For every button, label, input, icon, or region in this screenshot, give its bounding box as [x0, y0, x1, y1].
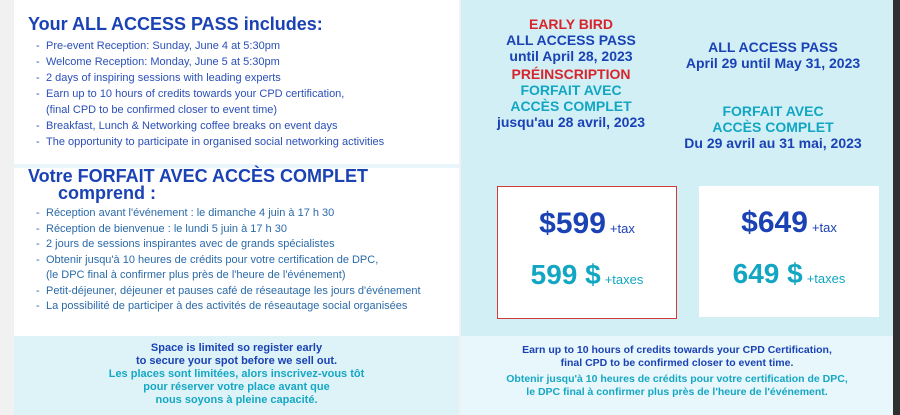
window-edge: [893, 0, 900, 415]
limited-space-english: Space is limited so register early to secure your spot before we sell out.: [135, 342, 338, 367]
includes-english-list: [14, 38, 459, 150]
cpd-notice: [461, 336, 893, 415]
tier-pass-name-fr: FORFAIT AVEC: [520, 82, 622, 98]
price-tax-fr: +taxes: [604, 272, 644, 287]
list-item: - 2 jours de sessions inspirantes avec de grands spécialistes: [36, 238, 335, 250]
list-item: - 2 days of inspiring sessions with leading experts: [36, 72, 281, 84]
early-bird-label: EARLY BIRD: [528, 16, 614, 32]
tier-dates: April 29 until May 31, 2023: [685, 55, 861, 71]
tier-pass-name: ALL ACCESS PASS: [506, 32, 636, 48]
list-item: - Breakfast, Lunch & Networking coffee breaks on event days: [36, 120, 338, 132]
list-item: - Obtenir jusqu'à 10 heures de crédits pour votre certification de DPC,: [36, 253, 379, 266]
list-item: - Pre-event Reception: Sunday, June 4 at 5:30pm: [36, 40, 280, 52]
list-item: - Réception avant l'événement : le dimanche 4 juin à 17 h 30: [36, 207, 335, 219]
regular-header: [683, 39, 863, 151]
includes-french-title: Votre FORFAIT AVEC ACCÈS COMPLET comprend :: [28, 166, 369, 203]
early-bird-header: [481, 16, 661, 130]
tier-pass-name-fr: ACCÈS COMPLET: [712, 119, 834, 135]
limited-space-notice: [14, 336, 459, 415]
tier-dates: until April 28, 2023: [509, 48, 633, 64]
list-item-continuation: (le DPC final à confirmer plus près de l'heure de l'événement): [46, 269, 346, 281]
price-amount-fr: 599 $: [530, 259, 601, 290]
price-tax: +tax: [609, 221, 635, 236]
includes-panel: [14, 0, 459, 415]
includes-french-list: [14, 206, 459, 315]
list-item: - La possibilité de participer à des activités de réseautage social organisées: [36, 300, 408, 312]
pricing-headers: [461, 16, 893, 176]
list-item: - Earn up to 10 hours of credits towards your CPD certification,: [36, 88, 345, 100]
tier-dates-fr: jusqu'au 28 avril, 2023: [496, 114, 646, 130]
tier-pass-name-fr: ACCÈS COMPLET: [510, 98, 632, 114]
list-item-continuation: (final CPD to be confirmed closer to event time): [46, 104, 278, 116]
regular-price-card[interactable]: [699, 186, 879, 317]
tier-dates-fr: Du 29 avril au 31 mai, 2023: [684, 135, 862, 151]
includes-english-section: [14, 14, 459, 164]
preinscription-label: PRÉINSCRIPTION: [511, 66, 631, 82]
list-item: - Réception de bienvenue : le lundi 5 juin à 17 h 30: [36, 222, 287, 235]
early-bird-price-card[interactable]: [497, 186, 677, 319]
list-item: - Welcome Reception: Monday, June 5 at 5:30pm: [36, 56, 280, 68]
price-amount: $649: [741, 206, 808, 239]
list-item: - Petit-déjeuner, déjeuner et pauses café de réseautage les jours d'événement: [36, 284, 421, 297]
cpd-notice-french: Obtenir jusqu'à 10 heures de crédits pour votre certification de DPC, le DPC final à confirmer plus près de l'heure de l'événement.: [506, 373, 848, 398]
includes-english-title: Your ALL ACCESS PASS includes:: [28, 14, 323, 34]
price-amount: $599: [539, 207, 606, 240]
tier-pass-name: ALL ACCESS PASS: [708, 39, 838, 55]
price-amount-fr: 649 $: [732, 258, 803, 289]
limited-space-french: Les places sont limitées, alors inscrivez-vous tôt pour réserver votre place avant que nous soyons à pleine capacité.: [108, 368, 365, 406]
tier-pass-name-fr: FORFAIT AVEC: [722, 103, 824, 119]
cpd-notice-english: Earn up to 10 hours of credits towards your CPD Certification, final CPD to be confirmed closer to event time.: [522, 344, 832, 369]
includes-french-section: [14, 168, 459, 334]
pricing-panel: [461, 0, 893, 415]
list-item: - The opportunity to participate in organised social networking activities: [36, 136, 385, 148]
price-tax-fr: +taxes: [806, 271, 846, 286]
price-tax: +tax: [811, 220, 837, 235]
